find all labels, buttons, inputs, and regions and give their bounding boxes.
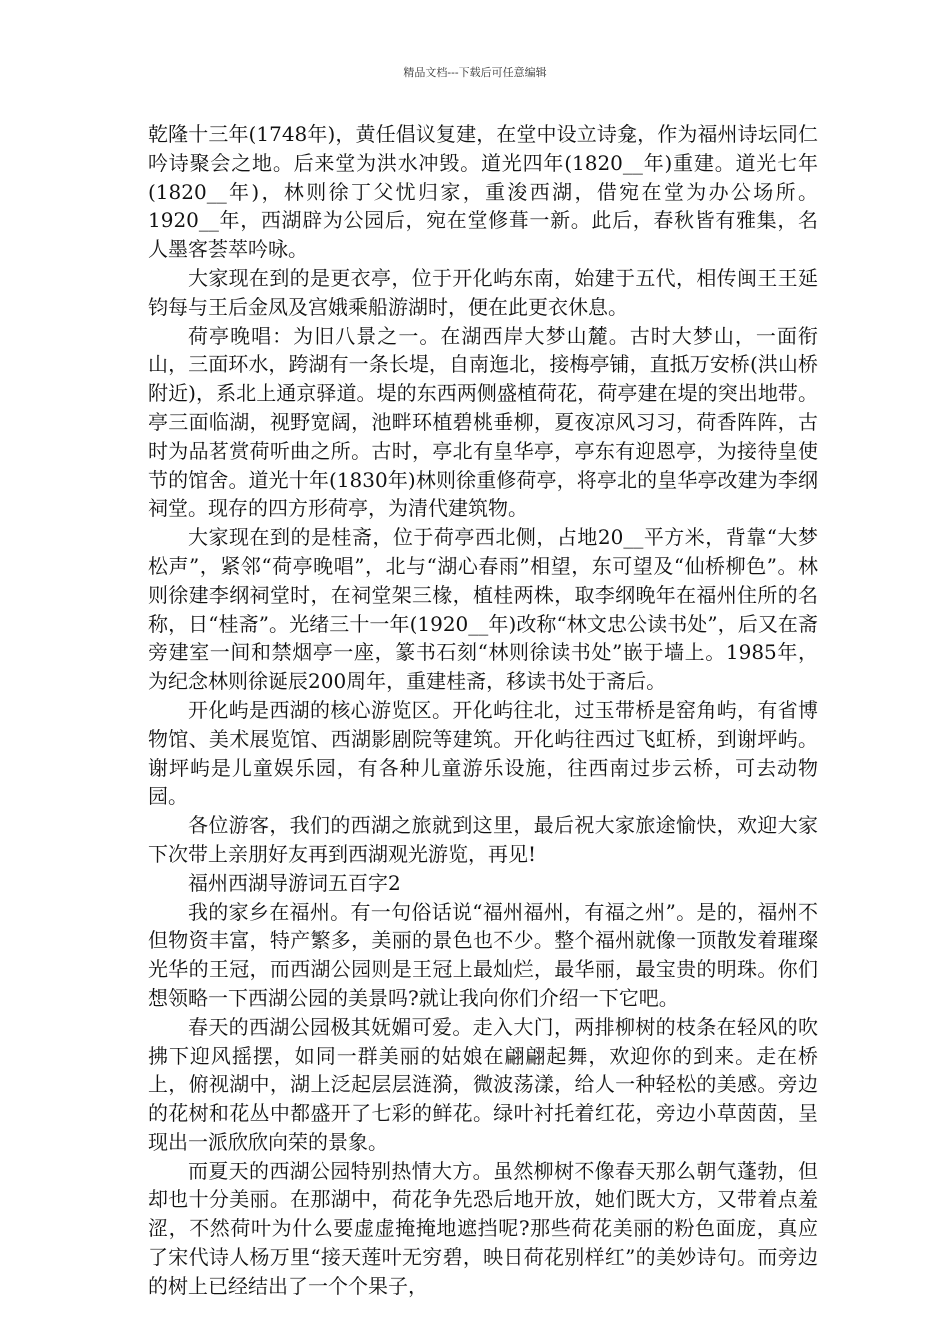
page-header: 精品文档---下载后可任意编辑	[403, 66, 547, 79]
paragraph: 乾隆十三年(1748年)，黄任倡议复建，在堂中设立诗龛，作为福州诗坛同仁吟诗聚会之地。后来堂为洪水冲毁。道光四年(1820__年)重建。道光七年(1820__年)，林则徐丁父忧归家，重浚西湖，借宛在堂为办公场所。1920__年，西湖辟为公园后，宛在堂修葺一新。此后，春秋皆有雅集，名人墨客荟萃吟咏。	[148, 122, 818, 262]
paragraph: 各位游客，我们的西湖之旅就到这里，最后祝大家旅途愉快，欢迎大家下次带上亲朋好友再到西湖观光游览，再见!	[148, 813, 818, 866]
paragraph: 大家现在到的是桂斋，位于荷亭西北侧，占地20__平方米，背靠“大梦松声”，紧邻“荷亭晚唱”，北与“湖心春雨”相望，东可望及“仙桥柳色”。林则徐建李纲祠堂时，在祠堂架三椽，植桂两株，取李纲晚年在福州住所的名称，日“桂斋”。光绪三十一年(1920__年)改称“林文忠公读书处”，后又在斋旁建室一间和禁烟亭一座，篆书石刻“林则徐读书处”嵌于墙上。1985年，为纪念林则徐诞辰200周年，重建桂斋，移读书处于斋后。	[148, 525, 818, 694]
paragraph: 而夏天的西湖公园特别热情大方。虽然柳树不像春天那么朝气蓬勃，但却也十分美丽。在那湖中，荷花争先恐后地开放，她们既大方，又带着点羞涩，不然荷叶为什么要虚虚掩掩地遮挡呢?那些荷花美丽的粉色面庞，真应了宋代诗人杨万里“接天莲叶无穷碧，映日荷花别样红”的美妙诗句。而旁边的树上已经结出了一个个果子，	[148, 1158, 818, 1298]
section-heading: 福州西湖导游词五百字2	[188, 870, 401, 895]
paragraph: 我的家乡在福州。有一句俗话说“福州福州，有福之州”。是的，福州不但物资丰富，特产繁多，美丽的景色也不少。整个福州就像一顶散发着璀璨光华的王冠，而西湖公园则是王冠上最灿烂，最华丽，最宝贵的明珠。你们想领略一下西湖公园的美景吗?就让我向你们介绍一下它吧。	[148, 899, 818, 1010]
paragraph: 春天的西湖公园极其妩媚可爱。走入大门，两排柳树的枝条在轻风的吹拂下迎风摇摆，如同一群美丽的姑娘在翩翩起舞，欢迎你的到来。走在桥上，俯视湖中，湖上泛起层层涟漪，微波荡漾，给人一种轻松的美感。旁边的花树和花丛中都盛开了七彩的鲜花。绿叶衬托着红花，旁边小草茵茵，呈现出一派欣欣向荣的景象。	[148, 1014, 818, 1154]
paragraph: 开化屿是西湖的核心游览区。开化屿往北，过玉带桥是窑角屿，有省博物馆、美术展览馆、西湖影剧院等建筑。开化屿往西过飞虹桥，到谢坪屿。谢坪屿是儿童娱乐园，有各种儿童游乐设施，往西南过步云桥，可去动物园。	[148, 697, 818, 809]
document-body	[148, 120, 818, 1301]
paragraph: 荷亭晚唱：为旧八景之一。在湖西岸大梦山麓。古时大梦山，一面衔山，三面环水，跨湖有一条长堤，自南迤北，接梅亭铺，直抵万安桥(洪山桥附近)，系北上通京驿道。堤的东西两侧盛植荷花，荷亭建在堤的突出地带。亭三面临湖，视野宽阔，池畔环植碧桃垂柳，夏夜凉风习习，荷香阵阵，古时为品茗赏荷听曲之所。古时，亭北有皇华亭，亭东有迎恩亭，为接待皇使节的馆舍。道光十年(1830年)林则徐重修荷亭，将亭北的皇华亭改建为李纲祠堂。现存的四方形荷亭，为清代建筑物。	[148, 323, 818, 521]
paragraph: 大家现在到的是更衣亭，位于开化屿东南，始建于五代，相传闽王王延钧每与王后金凤及宫娥乘船游湖时，便在此更衣休息。	[148, 265, 818, 319]
